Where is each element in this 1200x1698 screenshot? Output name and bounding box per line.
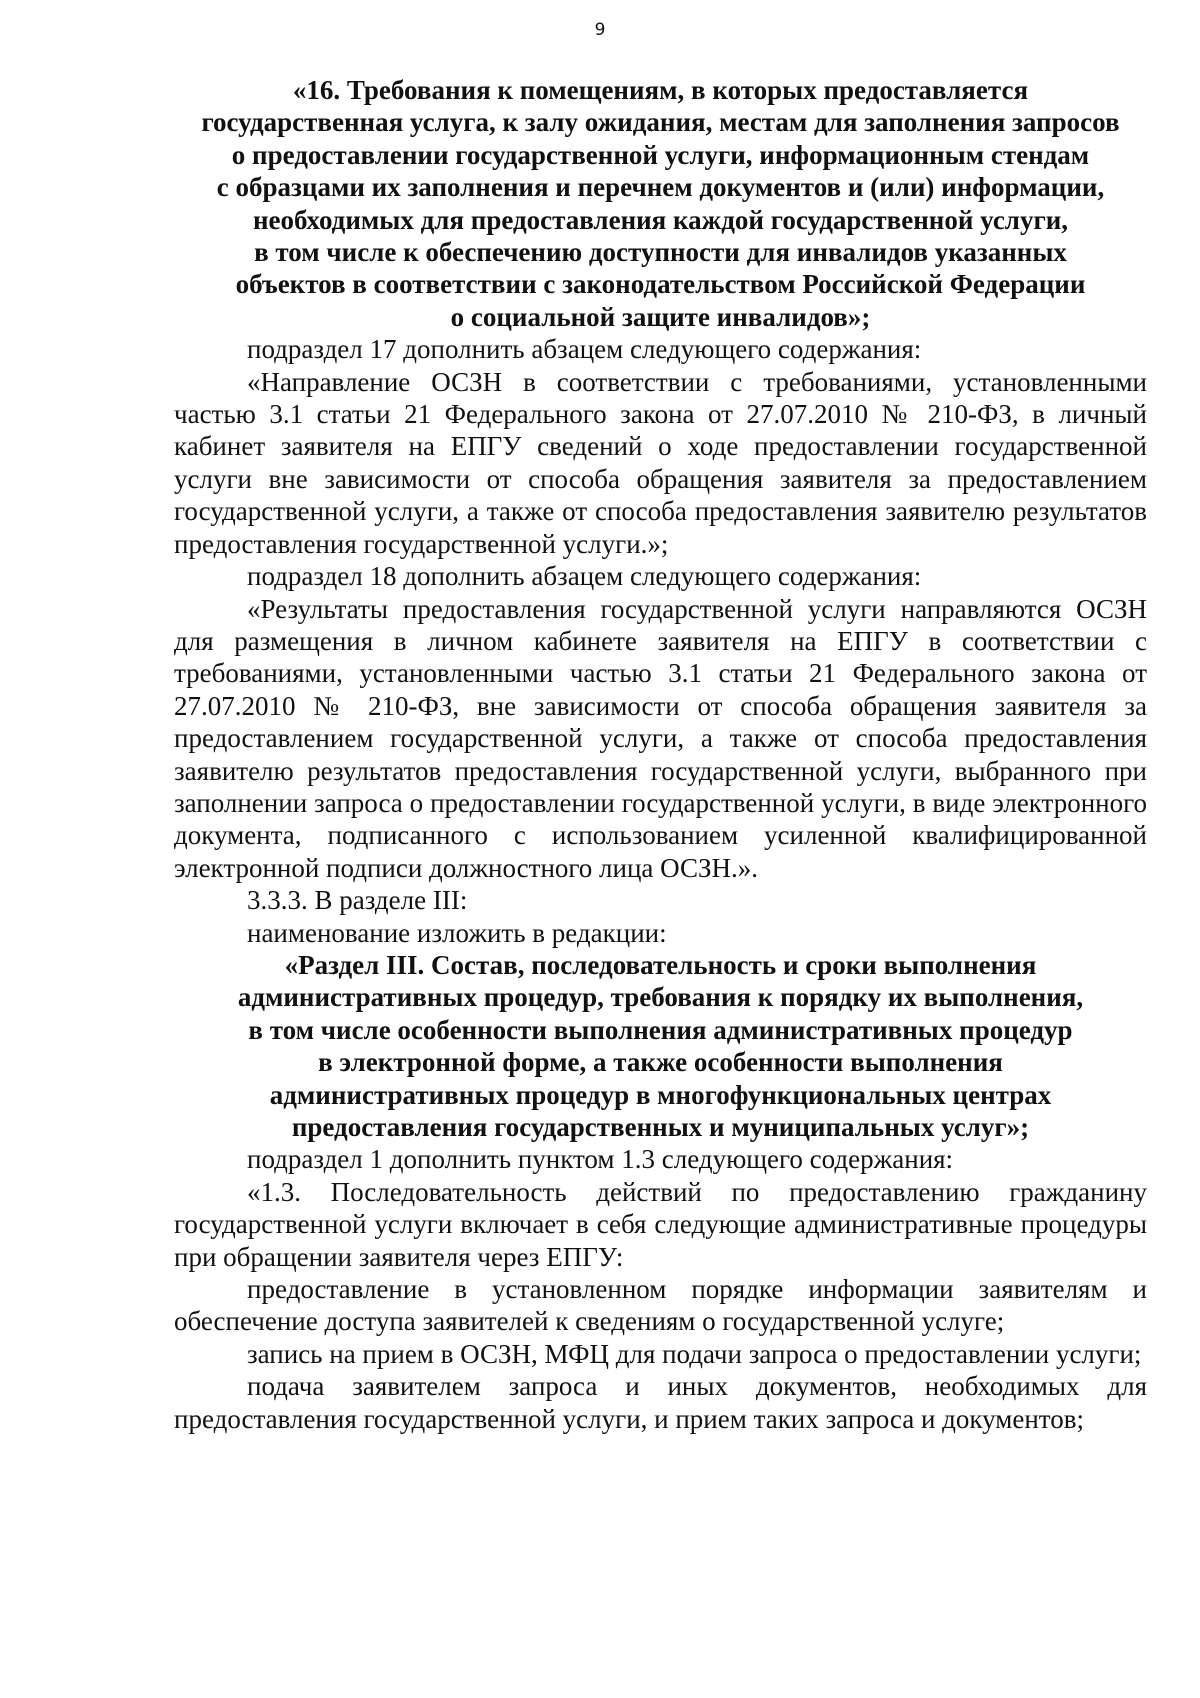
- paragraph-list-item: подача заявителем запроса и иных документов, необходимых для предоставления государственной услуги, и прием таких запроса и документов;: [174, 1371, 1147, 1434]
- heading-line: в том числе к обеспечению доступности для инвалидов указанных: [254, 237, 1067, 268]
- paragraph-subsection-18-intro: подраздел 18 дополнить абзацем следующего содержания:: [247, 561, 922, 592]
- heading-line: в электронной форме, а также особенности выполнения: [318, 1047, 1003, 1078]
- heading-line: государственная услуга, к залу ожидания, местам для заполнения запросов: [201, 107, 1120, 138]
- paragraph-subsection-1-intro: подраздел 1 дополнить пунктом 1.3 следующего содержания:: [247, 1144, 954, 1175]
- paragraph-3-3-3: 3.3.3. В разделе III:: [247, 885, 468, 916]
- paragraph-list-item: предоставление в установленном порядке информации заявителям и обеспечение доступа заявителей к сведениям о государственной услуге;: [174, 1274, 1147, 1337]
- heading-line: административных процедур в многофункциональных центрах: [269, 1079, 1052, 1110]
- document-body: [174, 74, 1147, 1435]
- paragraph-subsection-18-text: «Результаты предоставления государственной услуги направляются ОСЗН для размещения в личном кабинете заявителя на ЕПГУ в соответствии с требованиями, установленными частью 3.1 статьи 21 Федерального закона от 27.07.2010 № 210-ФЗ, вне зависимости от способа обращения заявителя за предоставлением государственной услуги, а также от способа предоставления заявителю результатов предоставления государственной услуги, выбранного при заполнении запроса о предоставлении государственной услуги, в виде электронного документа, подписанного с использованием усиленной квалифицированной электронной подписи должностного лица ОСЗН.».: [174, 593, 1147, 883]
- heading-line: «Раздел III. Состав, последовательность и сроки выполнения: [284, 949, 1037, 980]
- heading-line: о предоставлении государственной услуги, информационным стендам: [231, 139, 1090, 170]
- heading-line: с образцами их заполнения и перечнем документов и (или) информации,: [216, 172, 1105, 203]
- paragraph-1-3: «1.3. Последовательность действий по предоставлению гражданину государственной услуги включает в себя следующие административные процедуры при обращении заявителя через ЕПГУ:: [174, 1176, 1147, 1272]
- heading-line: предоставления государственных и муниципальных услуг»;: [291, 1112, 1030, 1142]
- heading-line: объектов в соответствии с законодательством Российской Федерации: [235, 269, 1086, 300]
- heading-section-16: [174, 74, 1147, 333]
- paragraph-naming-intro: наименование изложить в редакции:: [247, 917, 667, 948]
- heading-line: в том числе особенности выполнения административных процедур: [248, 1014, 1073, 1045]
- heading-line: «16. Требования к помещениям, в которых предоставляется: [292, 75, 1029, 105]
- paragraph-list-item: запись на прием в ОСЗН, МФЦ для подачи запроса о предоставлении услуги;: [247, 1338, 1142, 1369]
- heading-line: о социальной защите инвалидов»;: [450, 301, 871, 332]
- paragraph-subsection-17-intro: подраздел 17 дополнить абзацем следующего содержания:: [247, 334, 922, 365]
- heading-line: необходимых для предоставления каждой государственной услуги,: [252, 204, 1069, 235]
- page-number: 9: [594, 20, 606, 40]
- paragraph-subsection-17-text: «Направление ОСЗН в соответствии с требованиями, установленными частью 3.1 статьи 21 Федерального закона от 27.07.2010 № 210-ФЗ, в личный кабинет заявителя на ЕПГУ сведений о ходе предоставлении государственной услуги вне зависимости от способа обращения заявителя за предоставлением государственной услуги, а также от способа предоставления заявителю результатов предоставления государственной услуги.»;: [174, 366, 1147, 559]
- heading-section-3: [174, 949, 1147, 1143]
- heading-line: административных процедур, требования к порядку их выполнения,: [237, 982, 1084, 1013]
